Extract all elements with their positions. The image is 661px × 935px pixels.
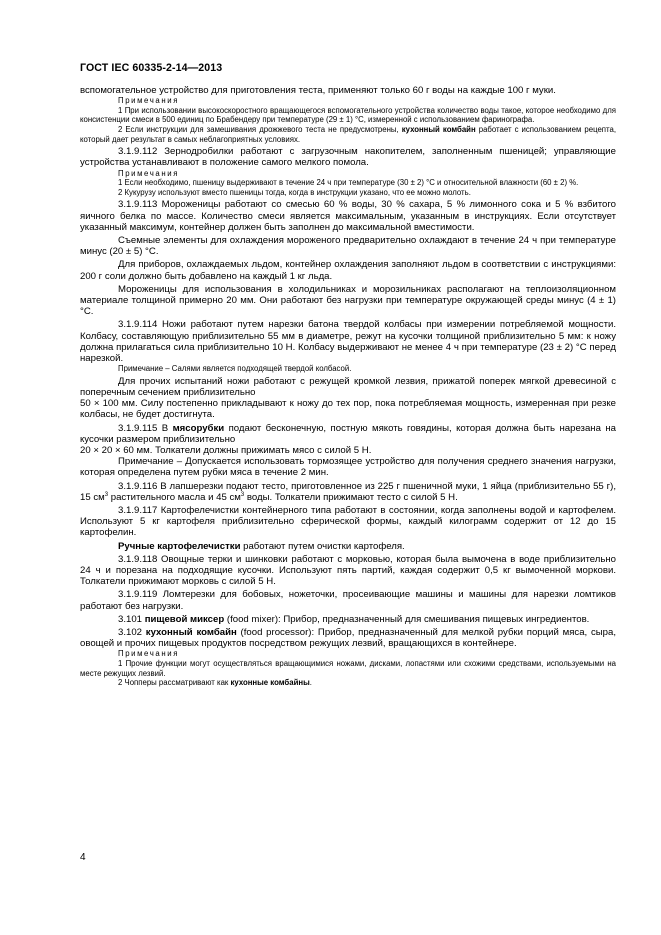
definition: 3.102 кухонный комбайн (food processor): Прибор, предназначенный для мелкой рубки порций мяса, сыра, овощей и прочих пищевых продуктов посредством режущих лезвий, вращающихся в контейнере. — [80, 627, 616, 650]
document-body — [80, 85, 616, 688]
paragraph: 20 × 20 × 60 мм. Толкатели должны прижимать мясо с силой 5 Н. — [80, 445, 372, 457]
paragraph: 3.1.9.118 Овощные терки и шинковки работают с морковью, которая была вымочена в воде приблизительно 24 ч и порезана на подходящие кусочки. Используют пять партий, каждая содержит 0,5 кг вымоченной моркови. Толкатели прижимают морковь с силой 5 Н. — [80, 553, 616, 588]
paragraph: вспомогательное устройство для приготовления теста, применяют только 60 г воды на каждые 100 г муки. — [80, 85, 556, 96]
note: Примечание – Допускается использовать тормозящее устройство для получения среднего значения нагрузки, которая определена путем рубки мяса в течение 2 мин. — [80, 456, 616, 479]
paragraph: 3.1.9.114 Ножи работают путем нарезки батона твердой колбасы при измерении потребляемой мощности. Колбасу, составляющую приблизительно 55 мм в диаметре, режут на кусочки толщиной приблизительно 5 мм: к ножу должна прилагаться сила приблизительно 10 Н. Колбасу выдерживают не менее 4 ч при температуре (23 ± 2) °С перед нарезкой. — [80, 319, 616, 364]
paragraph: Ручные картофелечистки работают путем очистки картофеля. — [118, 540, 405, 552]
note: 2 Чопперы рассматривают как кухонные комбайны. — [118, 678, 312, 688]
paragraph: Съемные элементы для охлаждения мороженого предварительно охлаждают в течение 24 ч при температуре минус (20 ± 5) °С. — [80, 234, 616, 258]
notes-label: Примечания — [118, 168, 180, 178]
note: 1 Если необходимо, пшеницу выдерживают в течение 24 ч при температуре (30 ± 2) °С и относительной влажности (60 ± 2) %. — [118, 178, 579, 188]
note: 1 Прочие функции могут осуществляться вращающимися ножами, дисками, лопастями или схожими средствами, используемыми на месте режущих лезвий. — [80, 659, 616, 678]
paragraph: 3.1.9.116 В лапшерезки подают тесто, приготовленное из 225 г пшеничной муки, 1 яйца (приблизительно 55 г), 15 $см^3$ растительного масла и 45 $см^3$ воды. Толкатели прижимают тесто с силой 5 Н. — [80, 480, 616, 503]
paragraph: 3.1.9.119 Ломтерезки для бобовых, ножеточки, просеивающие машины и машины для нарезки ломтиков работают без нагрузки. — [80, 589, 616, 612]
definition: 3.101 пищевой миксер (food mixer): Прибор, предназначенный для смешивания пищевых ингредиентов. — [118, 613, 590, 625]
paragraph: 50 × 100 мм. Силу постепенно прикладывают к ножу до тех пор, пока потребляемая мощность, измеренная при резке колбасы, не будет достигнута. — [80, 398, 616, 421]
paragraph: Для приборов, охлаждаемых льдом, контейнер охлаждения заполняют льдом в соответствии с инструкциями: 200 г соли должно быть добавлено на каждый 1 кг льда. — [80, 259, 616, 282]
note: 2 Кукурузу используют вместо пшеницы тогда, когда в инструкции указано, что ее можно молоть. — [118, 187, 471, 197]
note: 1 При использовании высокоскоростного вращающегося вспомогательного устройства количество воды такое, которое необходимо для консистенции смеси в 500 единиц по Брабендеру при температуре (29 ± 1) °С, измеренной с использованием фаринографа. — [80, 105, 616, 125]
document-header: ГОСТ IEC 60335-2-14—2013 — [80, 62, 223, 74]
note: 2 Если инструкции для замешивания дрожжевого теста не предусмотрены, кухонный комбайн работает с использованием рецепта, который дает результат в самых неблагоприятных условиях. — [80, 124, 616, 144]
paragraph: Мороженицы для использования в холодильниках и морозильниках располагают на теплоизоляционном материале толщиной примерно 20 мм. Они работают без нагрузки при температуре окружающей среды минус (4 ± 1) °С. — [80, 283, 616, 318]
note: Примечание – Салями является подходящей твердой колбасой. — [118, 364, 352, 374]
paragraph: 3.1.9.117 Картофелечистки контейнерного типа работают в состоянии, когда заполнены водой и картофелем. Используют 5 кг картофеля приблизительно сферической формы, каждый килограмм содержит от 12 до 15 картофелин. — [80, 505, 616, 539]
notes-label: Примечания — [118, 96, 180, 106]
paragraph: Для прочих испытаний ножи работают с режущей кромкой лезвия, прижатой поперек мягкой древесиной с поперечным сечением приблизительно — [80, 375, 616, 398]
paragraph: 3.1.9.115 В мясорубки подают бесконечную, постную мякоть говядины, которая должна быть нарезана на кусочки размером приблизительно — [80, 422, 616, 445]
notes-label: Примечания — [118, 649, 180, 659]
paragraph: 3.1.9.112 Зернодробилки работают с загрузочным накопителем, заполненным пшеницей; управляющие устройства устанавливают в положение самого мелкого помола. — [80, 146, 616, 169]
page-number: 4 — [80, 852, 86, 863]
paragraph: 3.1.9.113 Мороженицы работают со смесью 60 % воды, 30 % сахара, 5 % лимонного сока и 5 % взбитого яичного белка по массе. Количество смеси является максимальным, указанным в инструкциях. Если отсутствует указанный максимум, контейнер должен быть заполнен до максимальной вместимости. — [80, 199, 616, 233]
